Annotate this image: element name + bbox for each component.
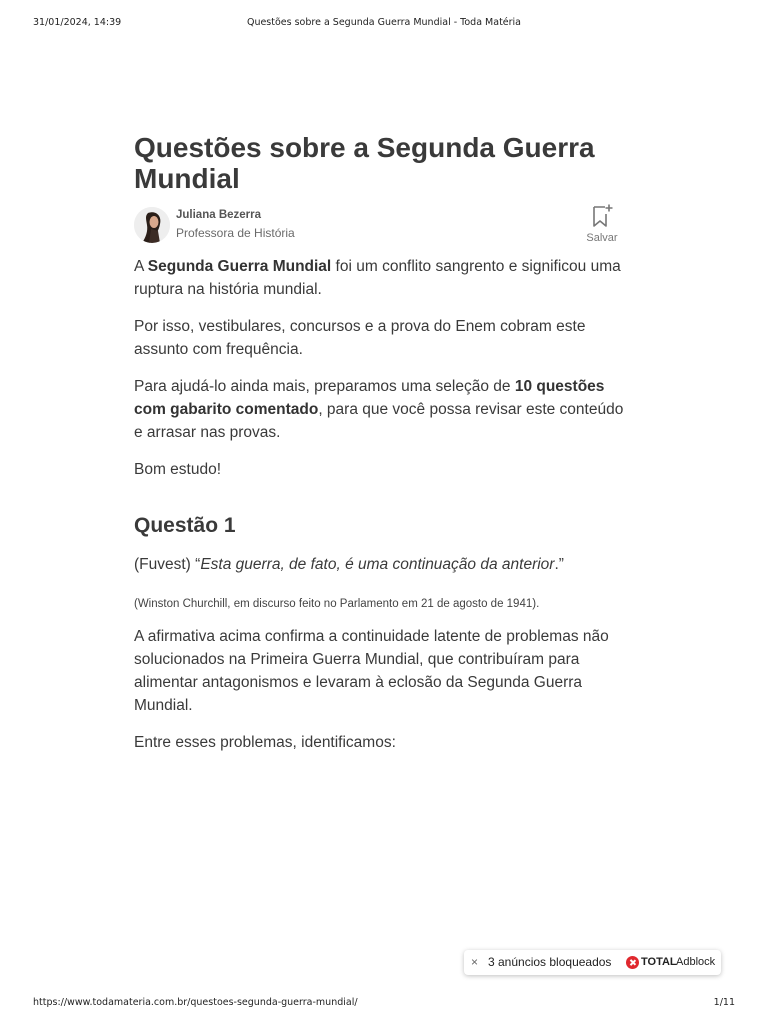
- intro-paragraph-3: Para ajudá-lo ainda mais, preparamos uma seleção de 10 questões com gabarito comentado, para que você possa revisar este conteúdo e arrasar nas provas.: [134, 378, 624, 441]
- question-1-quote: Esta guerra, de fato, é uma continuação da anterior: [200, 556, 555, 573]
- question-1-body: A afirmativa acima confirma a continuidade latente de problemas não solucionados na Primeira Guerra Mundial, que contribuíram para alimentar antagonismos e levaram à eclosão da Segunda Guerra Mundial.: [134, 628, 609, 714]
- question-1-citation: (Winston Churchill, em discurso feito no Parlamento em 21 de agosto de 1941).: [134, 598, 540, 610]
- print-header: [0, 17, 768, 29]
- adblock-brand-bold: TOTAL: [641, 956, 677, 968]
- author-name[interactable]: Juliana Bezerra: [176, 209, 262, 221]
- question-1-prompt: Entre esses problemas, identificamos:: [134, 734, 396, 751]
- save-label: Salvar: [586, 232, 618, 244]
- article-title: Questões sobre a Segunda Guerra Mundial: [134, 132, 595, 194]
- adblock-notice: [464, 950, 721, 975]
- author-role: Professora de História: [176, 226, 295, 240]
- author-row: [134, 207, 634, 255]
- print-page-number: 1/11: [713, 997, 735, 1008]
- intro-bold-highlight: 10 questões com gabarito comentado: [134, 378, 605, 418]
- print-url: https://www.todamateria.com.br/questoes-segunda-guerra-mundial/: [33, 997, 358, 1008]
- close-icon[interactable]: ×: [471, 955, 479, 969]
- intro-bold-term: Segunda Guerra Mundial: [147, 258, 332, 275]
- adblock-brand-rest: Adblock: [676, 956, 716, 968]
- print-footer: [0, 997, 768, 1009]
- question-1-heading: Questão 1: [134, 514, 236, 537]
- intro-paragraph-2: Por isso, vestibulares, concursos e a prova do Enem cobram este assunto com frequência.: [134, 318, 586, 358]
- question-1-source: (Fuvest) “Esta guerra, de fato, é uma continuação da anterior.”: [134, 556, 564, 573]
- print-page-title: Questões sobre a Segunda Guerra Mundial - Toda Matéria: [246, 17, 522, 28]
- intro-paragraph-1: A Segunda Guerra Mundial foi um conflito sangrento e significou uma ruptura na história mundial.: [134, 258, 621, 298]
- adblock-message: 3 anúncios bloqueados: [488, 955, 612, 969]
- author-avatar[interactable]: [134, 207, 170, 243]
- intro-paragraph-4: Bom estudo!: [134, 461, 222, 478]
- article: [134, 132, 634, 754]
- print-datetime: 31/01/2024, 14:39: [33, 17, 122, 28]
- totaladblock-logo-icon: [626, 956, 639, 969]
- save-button[interactable]: [584, 203, 620, 244]
- bookmark-add-icon: [590, 203, 614, 229]
